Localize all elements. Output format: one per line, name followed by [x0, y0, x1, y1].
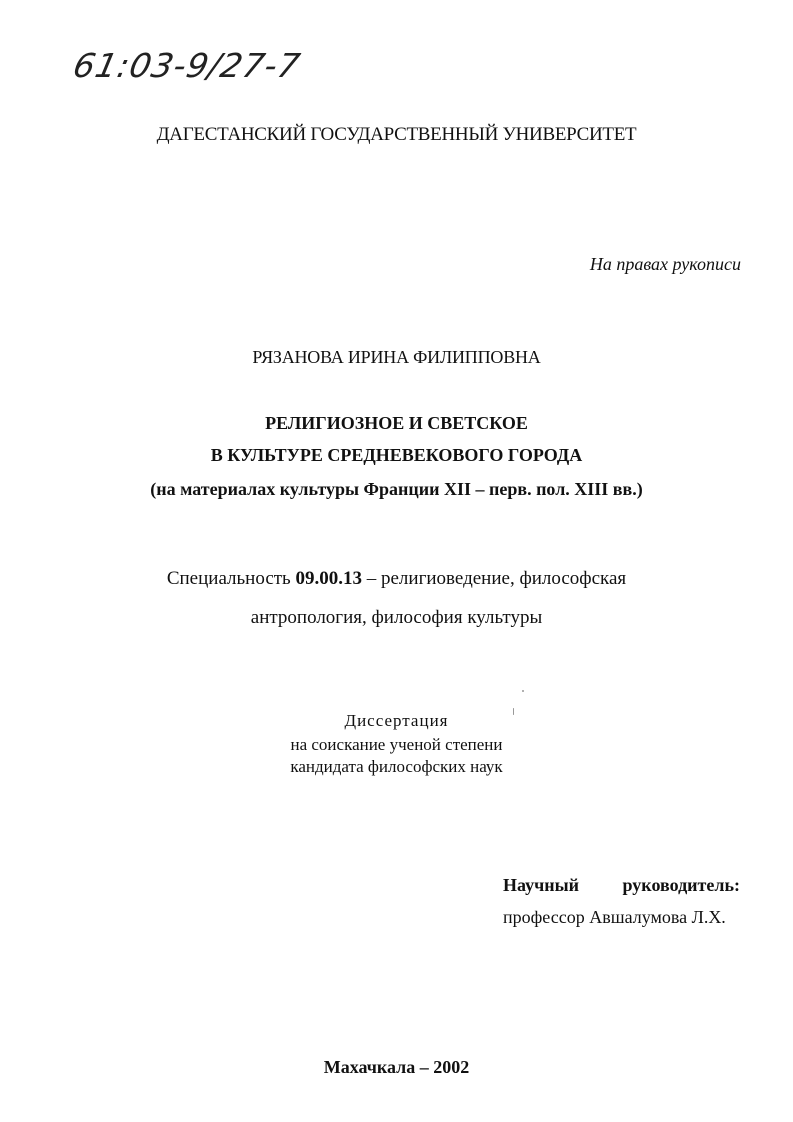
specialty-prefix: Специальность: [166, 568, 291, 589]
scan-speck: [513, 708, 514, 715]
author-name: РЯЗАНОВА ИРИНА ФИЛИППОВНА: [252, 347, 541, 367]
degree-line-2: кандидата философских наук: [290, 757, 503, 776]
title-line-1: РЕЛИГИОЗНОЕ И СВЕТСКОЕ: [265, 413, 528, 433]
city-year: Махачкала – 2002: [323, 1057, 470, 1077]
specialty-code: 09.00.13: [295, 568, 362, 589]
title-line-2: В КУЛЬТУРЕ СРЕДНЕВЕКОВОГО ГОРОДА: [210, 445, 583, 465]
supervisor-label: Научный руководитель:: [503, 875, 740, 895]
scan-speck: [522, 690, 524, 692]
university-name: ДАГЕСТАНСКИЙ ГОСУДАРСТВЕННЫЙ УНИВЕРСИТЕТ: [156, 124, 637, 145]
specialty-line-1: [0, 568, 793, 590]
degree-line-1: на соискание ученой степени: [290, 735, 503, 754]
title-subtitle: (на материалах культуры Франции XII – перв. пол. XIII вв.): [150, 479, 643, 499]
rights-note: На правах рукописи: [589, 254, 741, 274]
specialty-description: – религиоведение, философская: [361, 568, 627, 589]
supervisor-name: профессор Авшалумова Л.Х.: [503, 907, 726, 927]
dissertation-label: Диссертация: [344, 711, 449, 730]
handwritten-archive-number: 61:03-9/27-7: [69, 46, 305, 85]
specialty-line-2: антропология, философия культуры: [250, 607, 543, 628]
